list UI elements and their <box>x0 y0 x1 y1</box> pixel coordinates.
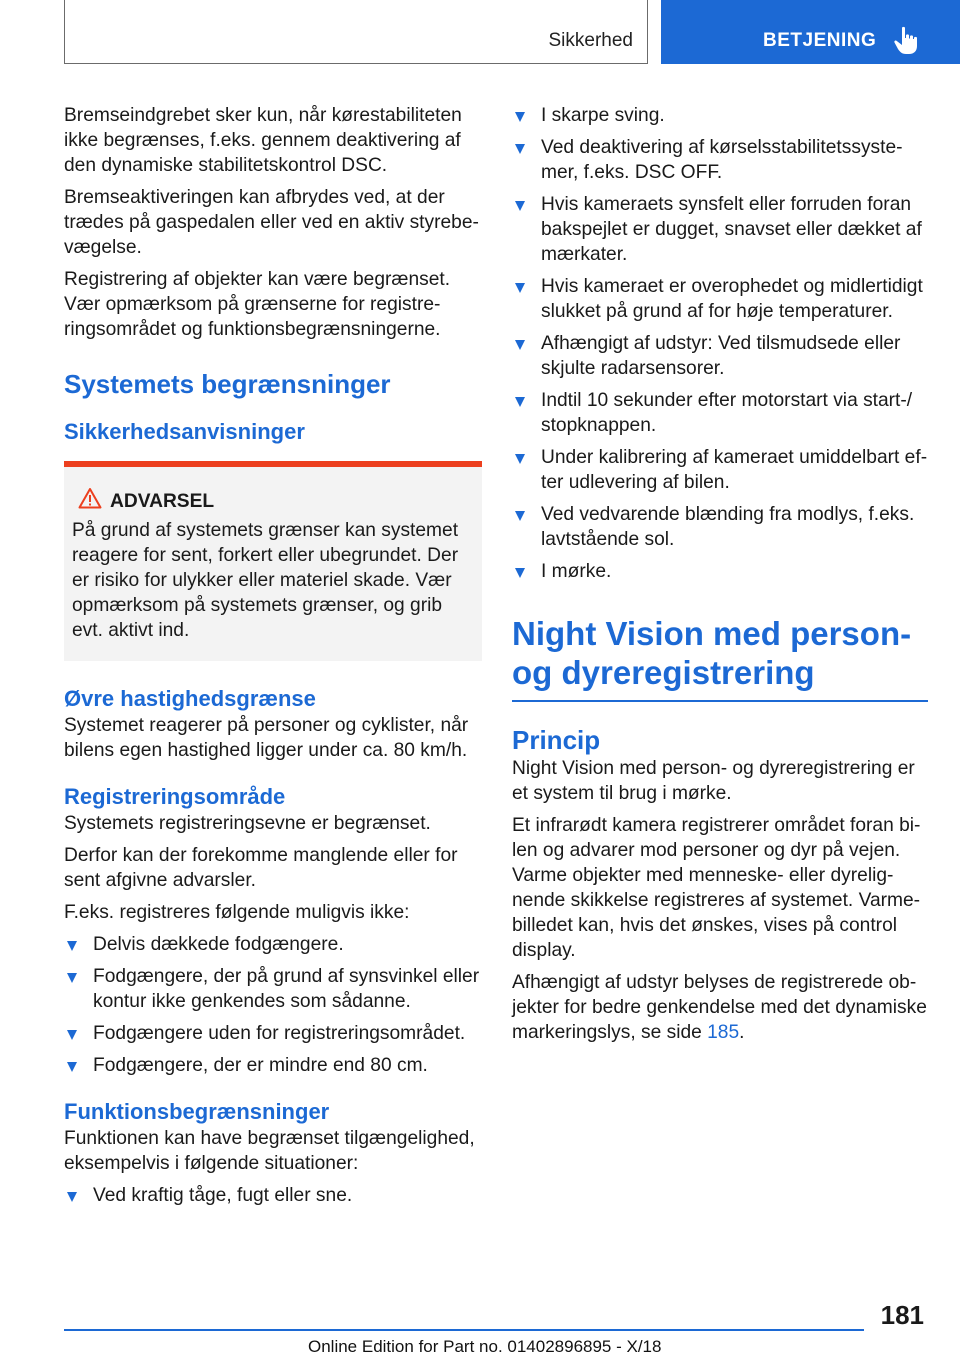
heading-detection-range: Registreringsområde <box>64 784 286 809</box>
list-item: Fodgængere, der på grund af synsvinkel eller kontur ikke genkendes som sådanne. <box>64 964 482 1014</box>
triangle-bullet-icon <box>515 112 525 122</box>
list-item: Hvis kameraets synsfelt eller forruden foran bakspejlet er dugget, snavset eller dækket af mærkater. <box>512 192 928 267</box>
list-item: Indtil 10 sekunder efter motorstart via start-/ stopknappen. <box>512 388 928 438</box>
paragraph: Funktionen kan have begrænset tilgængelighed, eksempelvis i følgende situationer: <box>64 1128 475 1174</box>
paragraph: Afhængigt af udstyr belyses de registrerede objekter for bedre genkendelse med det dynamiske markeringslys, se side 185. <box>512 972 927 1043</box>
triangle-bullet-icon <box>515 397 525 407</box>
list-item: Hvis kameraet er overophedet og midlertidigt slukket på grund af for høje temperaturer. <box>512 274 928 324</box>
triangle-bullet-icon <box>67 973 77 983</box>
list-item: Ved vedvarende blænding fra modlys, f.eks. lavtstående sol. <box>512 502 928 552</box>
paragraph: Systemet reagerer på personer og cyklister, når bilens egen hastighed ligger under ca. 80 km/h. <box>64 715 469 761</box>
heading-principle: Princip <box>512 725 601 755</box>
warning-box <box>64 461 482 661</box>
list-item: Ved deaktivering af kørselsstabilitetssystemer, f.eks. DSC OFF. <box>512 135 928 185</box>
paragraph: Night Vision med person- og dyreregistrering er et system til brug i mørke. <box>512 758 915 804</box>
hand-pointer-icon <box>893 26 919 56</box>
triangle-bullet-icon <box>515 511 525 521</box>
heading-upper-speed-limit: Øvre hastighedsgrænse <box>64 686 316 711</box>
paragraph: Systemets registreringsevne er begrænset. <box>64 813 431 834</box>
list-item: Under kalibrering af kameraet umiddelbart efter udlevering af bilen. <box>512 445 928 495</box>
list-item: Afhængigt af udstyr: Ved tilsmudsede eller skjulte radarsensorer. <box>512 331 928 381</box>
warning-header <box>72 489 466 514</box>
header-chapter-tab[interactable] <box>661 0 960 64</box>
triangle-bullet-icon <box>515 201 525 211</box>
list-item: Fodgængere, der er mindre end 80 cm. <box>64 1053 482 1078</box>
paragraph: Bremseindgrebet sker kun, når kørestabiliteten ikke begrænses, f.eks. gennem deaktivering af den dynamiske stabilitetskontrol DSC. <box>64 105 462 176</box>
paragraph: Bremseaktiveringen kan afbrydes ved, at der trædes på gaspedalen eller ved en aktiv styrebevægelse. <box>64 187 479 258</box>
list-item: Delvis dækkede fodgængere. <box>64 932 482 957</box>
left-column <box>64 103 482 1215</box>
paragraph: Et infrarødt kamera registrerer området foran bilen og advarer mod personer og dyr på vejen. Varme objekter med menneske- eller dyrelignende skikkelse registreres af systemet. Varmebilledet kan, hvis det ønskes, vises på control display. <box>512 815 921 961</box>
triangle-bullet-icon <box>515 568 525 578</box>
heading-system-limits: Systemets begrænsninger <box>64 369 391 399</box>
triangle-bullet-icon <box>515 283 525 293</box>
heading-function-limits: Funktionsbegrænsninger <box>64 1099 330 1124</box>
list-item: I mørke. <box>512 559 928 584</box>
header-section-title: Sikkerhed <box>548 30 633 51</box>
triangle-bullet-icon <box>67 941 77 951</box>
heading-safety-notes: Sikkerhedsanvisninger <box>64 419 305 444</box>
triangle-bullet-icon <box>515 144 525 154</box>
list-item: I skarpe sving. <box>512 103 928 128</box>
right-column <box>512 103 928 1052</box>
paragraph: F.eks. registreres følgende muligvis ikke: <box>64 902 410 923</box>
range-list <box>64 932 482 1078</box>
triangle-bullet-icon <box>67 1062 77 1072</box>
triangle-bullet-icon <box>67 1030 77 1040</box>
warning-title: ADVARSEL <box>110 491 215 512</box>
function-list-continued <box>512 103 928 584</box>
function-list-start <box>64 1183 482 1208</box>
page-number: 181 <box>880 1300 924 1330</box>
warning-triangle-icon <box>78 487 102 509</box>
header-chapter-label: BETJENING <box>763 30 877 51</box>
list-item: Ved kraftig tåge, fugt eller sne. <box>64 1183 482 1208</box>
page-reference-link[interactable]: 185 <box>707 1022 740 1043</box>
heading-night-vision: Night Vision med person- og dyreregistrering <box>512 614 928 702</box>
triangle-bullet-icon <box>515 340 525 350</box>
paragraph: Derfor kan der forekomme manglende eller for sent afgivne advarsler. <box>64 845 458 891</box>
edition-text: Online Edition for Part no. 01402896895 - X/18 <box>308 1337 662 1356</box>
paragraph: Registrering af objekter kan være begrænset. Vær opmærksom på grænserne for registreringsområdet og funktionsbegrænsningerne. <box>64 269 451 340</box>
triangle-bullet-icon <box>515 454 525 464</box>
list-item: Fodgængere uden for registreringsområdet. <box>64 1021 482 1046</box>
warning-text: På grund af systemets grænser kan systemet reagere for sent, forkert eller ubegrundet. Der er risiko for ulykker eller materiel skade. Vær opmærksom på systemets grænser, og grib evt. aktivt ind. <box>72 520 459 641</box>
triangle-bullet-icon <box>67 1192 77 1202</box>
footer-divider <box>64 1329 864 1331</box>
header-section-box <box>64 0 648 64</box>
